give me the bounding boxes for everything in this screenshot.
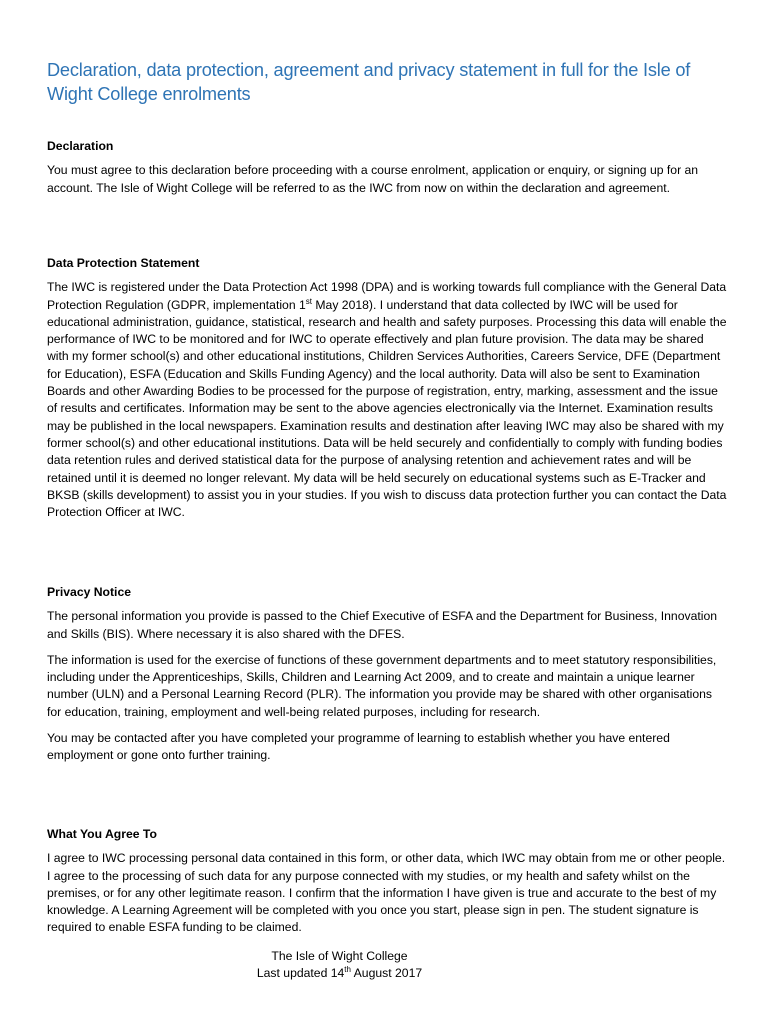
agreement-body: I agree to IWC processing personal data contained in this form, or other data, which IWC may obtain from me or other people. I agree to the processing of such data for any purpose connected with my studies, or my health and safety whilst on the premises, or for any other legitimate reason. I confirm that the information I have given is true and accurate to the best of my knowledge. A Learning Agreement will be completed with you once you start, please sign in pen. The student signature is required to enable ESFA funding to be claimed.	[47, 851, 726, 935]
declaration-heading: Declaration	[47, 139, 114, 153]
privacy-notice-heading: Privacy Notice	[47, 585, 132, 599]
declaration-body: You must agree to this declaration before proceeding with a course enrolment, application or enquiry, or signing up for an account. The Isle of Wight College will be referred to as the IWC from now on within the declaration and agreement.	[47, 163, 699, 195]
document-title: Declaration, data protection, agreement and privacy statement in full for the Isle of Wight College enrolments	[47, 60, 691, 104]
footer-updated	[47, 965, 632, 982]
data-protection-body-part2: May 2018). I understand that data collected by IWC will be used for educational administration, guidance, statistical, research and health and safety purposes. Processing this data will enable the performance of IWC to be monitored and for IWC to operate effectively and plan future provision. The data may be shared with my former school(s) and other educational institutions, Children Services Authorities, Careers Service, DFE (Department for Education), ESFA (Education and Skills Funding Agency) and the local authority. Data will also be sent to Examination Boards and other Awarding Bodies to be processed for the purpose of registration, entry, marking, assessment and the issue of results and certificates. Information may be sent to the above agencies electronically via the Internet. Examination results may be published in the local newspapers. Examination results and destination after leaving IWC may also be shared with my former school(s) and other educational institutions. Data will be held securely and confidentially to comply with funding bodies data retention rules and derived statistical data for the purpose of analysing retention and achievement rates and will be retained until it is deemed no longer relevant. My data will be held securely on educational systems such as E-Tracker and BKSB (skills development) to assist you in your studies. If you wish to discuss data protection further you can contact the Data Protection Officer at IWC.	[47, 297, 727, 520]
data-protection-body-part1: The IWC is registered under the Data Protection Act 1998 (DPA) and is working towards full compliance with the General Data Protection Regulation (GDPR, implementation 1	[47, 280, 727, 312]
data-protection-body-sup: st	[305, 296, 313, 306]
data-protection-section	[47, 255, 727, 521]
document-page	[47, 58, 727, 981]
footer-updated-prefix: Last updated 14	[256, 966, 345, 981]
footer-updated-sup: th	[344, 965, 351, 975]
agreement-section	[47, 826, 727, 937]
declaration-section	[47, 138, 727, 197]
privacy-notice-para3: You may be contacted after you have completed your programme of learning to establish whether you have entered employment or gone onto further training.	[47, 731, 670, 763]
privacy-notice-section	[47, 584, 727, 765]
footer-updated-suffix: August 2017	[350, 966, 423, 981]
privacy-notice-para1: The personal information you provide is passed to the Chief Executive of ESFA and the Department for Business, Innovation and Skills (BIS). Where necessary it is also shared with the DFES.	[47, 609, 718, 641]
privacy-notice-para2: The information is used for the exercise of functions of these government departments and to meet statutory responsibilities, including under the Apprenticeships, Skills, Children and Learning Act 2009, and to create and maintain a unique learner number (ULN) and a Personal Learning Record (PLR). The information you provide may be shared with other organisations for education, training, employment and well-being related purposes, including for research.	[47, 652, 717, 719]
footer	[47, 948, 632, 983]
footer-org: The Isle of Wight College	[271, 949, 408, 963]
data-protection-body	[47, 279, 727, 521]
data-protection-heading: Data Protection Statement	[47, 256, 200, 270]
agreement-heading: What You Agree To	[47, 827, 157, 841]
